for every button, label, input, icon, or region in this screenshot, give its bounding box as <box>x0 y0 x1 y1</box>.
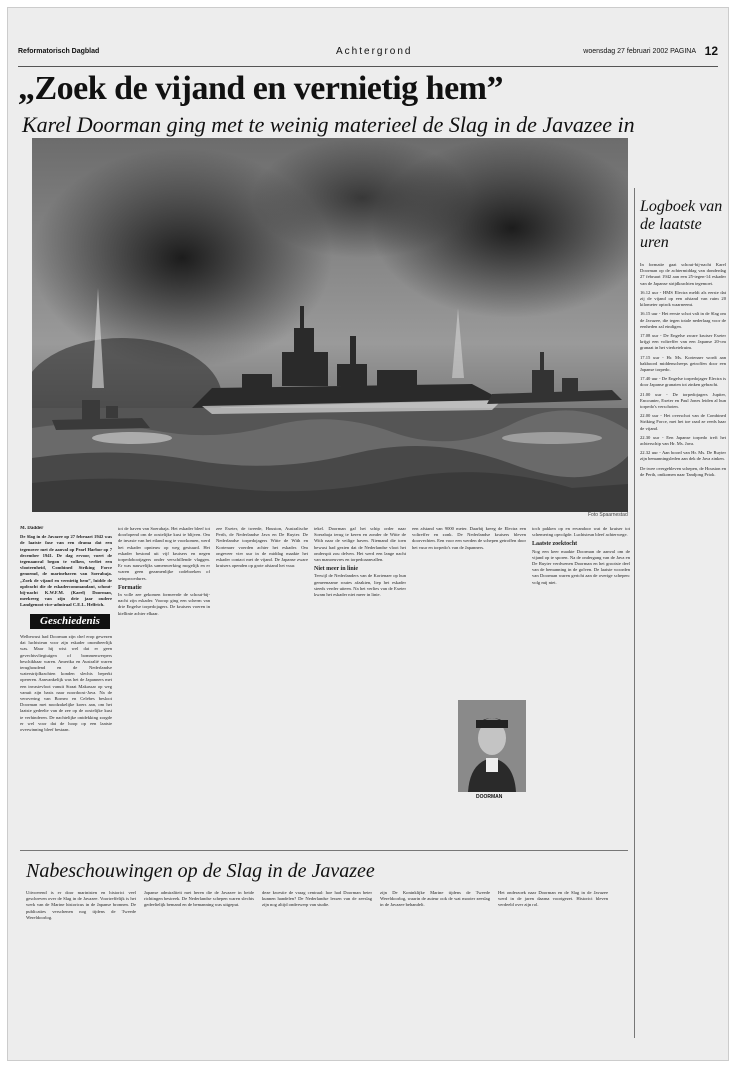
sidebar-entry: 16.15 uur - Het eerste schot valt in de Slag om de Javazee, die tegen totale nederlaag voor de eenheden zal eindigen. <box>640 311 726 329</box>
column-text: Het onderzoek naar Doorman en de Slag in de Javazee werd in de jaren daarna voortgezet. Historici bleven verdeeld over zijn rol. <box>498 890 608 908</box>
article-column-3 <box>216 526 308 844</box>
sidebar-logboek <box>640 198 726 962</box>
bottom-column-3 <box>262 890 372 1040</box>
article-column-6 <box>532 526 630 844</box>
sidebar-entry: 22.30 uur - Een Japanse torpedo treft het achterschip van Hr. Ms. Java. <box>640 434 726 447</box>
sidebar-entry: 22.32 uur - Aan boord van Hr. Ms. De Ruyter zijn bemanningsleden aan dek de Java zinken. <box>640 450 726 462</box>
subheading-niet-meer-in-linie: Niet meer in linie <box>314 566 359 573</box>
column-text: Japanse admiraliteit met heren die de Javazee in beide richtingen bestreek. De Nederlandse schepen waren slechts gedeeltelijk bemand en de bemanning was uitgeput. <box>144 890 254 908</box>
bottom-column-4 <box>380 890 490 1040</box>
headline: „Zoek de vijand en vernietig hem” <box>18 70 503 107</box>
sidebar-title: Logboek van de laatste uren <box>640 198 723 251</box>
sidebar-entry: 17.08 uur - De Engelse zware kruiser Exeter krijgt een voltreffer van een Japanse 20-cm granaat in het vierketelruim. <box>640 333 726 351</box>
section-title: Achtergrond <box>336 46 413 57</box>
article-column-4 <box>314 526 406 844</box>
article-column-1 <box>20 634 112 844</box>
column-text: zijn De Koninklijke Marine tijdens de Tweede Wereldoorlog, waarin de auteur ook de wat mooier zeeslag in de Javazee behandelt. <box>380 890 490 908</box>
issue-date: woensdag 27 februari 2002 PAGINA <box>583 48 696 55</box>
column-text: tekel. Doorman gaf het schip order naar Soerabaja terug te keren en zonder de Witte de With naar de veilige haven. Niemand die toen bewust had gezien dat de Nederlandse vloot het onderspit zou delven. Het werd een lange nacht van manoeuvres en torpedoaanvallen. <box>314 526 406 563</box>
column-text: Uitvoerend is er door marinisten en historici veel geschreven over de Slag in de Javazee. Voortreffelijk is het werk van de Marine historicus in de Japanse bronnen. De publicaties verschenen nog tijdens de Tweede Wereldoorlog. <box>26 890 136 920</box>
newspaper-page <box>8 8 728 1060</box>
page-number: 12 <box>704 44 718 58</box>
bottom-column-2 <box>144 890 254 1040</box>
column-text: Terwijl de Nederlanders van de Kortenaer op hun gemeenzame routes afzakten, liep het eskader steeds verder uiteen. Na het verlies van de Exeter kwam het eskader niet meer in linie. <box>314 573 406 598</box>
battle-painting <box>32 138 628 512</box>
column-text: Welbewust had Doorman zijn chef erop gewezen dat luchtsteun voor zijn eskader onontbeerlijk was. Maar hij wist wel dat er geen gevechtsvliegtuigen of bommenwerpers beschikbaar waren. Amerika en Australië waren terughoudend en de Nederlandse waterstrijdkrachten konden slechts beperkt opereren. Aanvankelijk was het de Japanners met een invasievloot vanuit Straat Makassar op weg vanuit zijn basis naar noordoost-Java. Na de verovering van Borneo en Celebes besloot Doorman met noodzakelijke koers aan, om het laatste gedeelte van de zee op de oostelijke kust te verhinderen. De nachtelijke ontdekking zorgde er wel voor dat de hoop op een laatste overwinning bleef bestaan. <box>20 634 112 733</box>
column-text: deze kwestie de vraag centraal: hoe had Doorman beter kunnen handelen? De Nederlandse lessen van de zeeslag zijn nog altijd onderwerp van studie. <box>262 890 372 908</box>
sidebar-closing: De twee overgebleven schepen, de Houston en de Perth, ontkomen naar Tandjong Priok. <box>640 465 726 477</box>
article-column-5 <box>412 526 526 696</box>
sidebar-body <box>640 262 726 962</box>
sidebar-entry: 22.00 uur - Het overschot van de Combined Striking Force, met het toe raad ze reeds haar de vijand. <box>640 413 726 431</box>
column-text: zee Exeter, de tweede, Houston, Australische Perth, de Nederlandse Java en De Ruyter. De Nederlandse torpedojagers Witte de With en Kortenaer voerden achter het eskader. Om ongeveer vier uur in de middag maakte het eskader contact met de vijand. De Japanse zware kruisers openden op grote afstand het vuur. <box>216 526 308 569</box>
section-divider <box>20 850 628 851</box>
column-text: toch pakken op en ervandoor wat de kruiser tot schemering opvolgde. Luchtsteun bleef achterwege. <box>532 526 630 538</box>
page-header <box>18 44 718 67</box>
bottom-column-1 <box>26 890 136 1040</box>
doorman-portrait <box>458 700 526 792</box>
article-lead <box>20 526 112 610</box>
history-label: Geschiedenis <box>30 614 110 629</box>
column-divider <box>634 188 635 1038</box>
sidebar-entry: 16.12 uur - HMS Electra meldt als eerste dat zij de vijand op een afstand van ruim 20 kilometer optrok waarneemt. <box>640 289 726 308</box>
paper-name: Reformatorisch Dagblad <box>18 48 100 55</box>
sidebar-entry: 17.15 uur - Hr. Ms. Kortenaer wordt aan bakboord middenscheeps getroffen door een Japanse torpedo. <box>640 354 726 373</box>
column-text: een afstand van 9000 meter. Daarbij kreeg de Electra een voltreffer en zonk. De Nederlandse kruisers bleven doorvechten. Een voor een werden de schepen getroffen door het vuur en torpedo's van de Japanners. <box>412 526 526 550</box>
sidebar-intro: In formatie gaat schout-bij-nacht Karel Doorman op de achtermiddag van donderdag 27 februari 1942 aan een 25-tegen-14 eskader van de Japanse strijdkrachten tegemoet. <box>640 262 726 286</box>
sidebar-entry: 17.40 uur - De Engelse torpedojager Electra is door Japanse granaten tot zinken gebracht. <box>640 376 726 388</box>
lead-paragraph: De Slag in de Javazee op 27 februari 1942 was de laatste fase van een drama dat een tegenover met de aanval op Pearl Harbor op 7 december 1941. De dag ervoor, voert de tegenaanval begon te volken, verliet een vlooteenheid, Combined Striking Force genoemd, de marinehaven van Soerabaja. „Zoek de vijand en vernietig hem”, luidde de opdracht die de eskadercommandant, schout-bij-nacht K.W.F.M. (Karel) Doorman, meekreeg van zijn drie jaar oudere Landgenoot vice-admiraal C.E.L. Helfrich. <box>20 534 112 608</box>
sidebar-entry: 21.00 uur - De torpedojagers Jupiter, Encounter, Exeter en Paul Jones leiden al hun torpedo's verschoten. <box>640 391 726 410</box>
bottom-section-title: Nabeschouwingen op de Slag in de Javazee <box>26 860 375 882</box>
photo-credit: Foto Spaarnestad <box>588 512 628 518</box>
subheading-laatste-zoektocht: Laatste zoektocht <box>532 541 578 548</box>
column-text: In volle zee gekomen formeerde de schout-bij-nacht zijn eskader. Voorop ging een scherm van drie Engelse torpedojagers. De kruisers voeren in kiellinie achter elkaar. <box>118 592 210 616</box>
column-text: tot de haven van Soerabaja. Het eskader bleef tot doorlopend om de oostelijke kust te blijven. Om de invasie van het eiland nog te voorkomen, werd het eskader opnieuw op weg gestuurd. Het eskader bestond uit vijf kruisers en negen torpedobootjagers onder verschillende vlaggen. Er was nauwelijks samenwerking mogelijk en er waren geen gezamenlijke codeboeken of seinprocedures. <box>118 526 210 581</box>
portrait-caption: DOORMAN <box>476 794 503 800</box>
subheading-formatie: Formatie <box>118 584 142 591</box>
doorman-portrait-image <box>458 700 526 792</box>
column-text: Nog een keer maakte Doorman de aanval om de vijand op te sporen. Na de ondergang van de Java en De Ruyter verdwenen Doorman en het grootste deel van de bemanning in de golven. De laatste woorden van Doorman waren gericht aan de overige schepen: volg mij niet. <box>532 548 630 585</box>
byline: M. Dadder <box>20 526 44 531</box>
subheadline: Karel Doorman ging met te weinig materieel de Slag in de Javazee in <box>22 112 635 137</box>
battle-painting-image <box>32 138 628 512</box>
bottom-column-5 <box>498 890 608 1040</box>
article-column-2 <box>118 526 210 844</box>
